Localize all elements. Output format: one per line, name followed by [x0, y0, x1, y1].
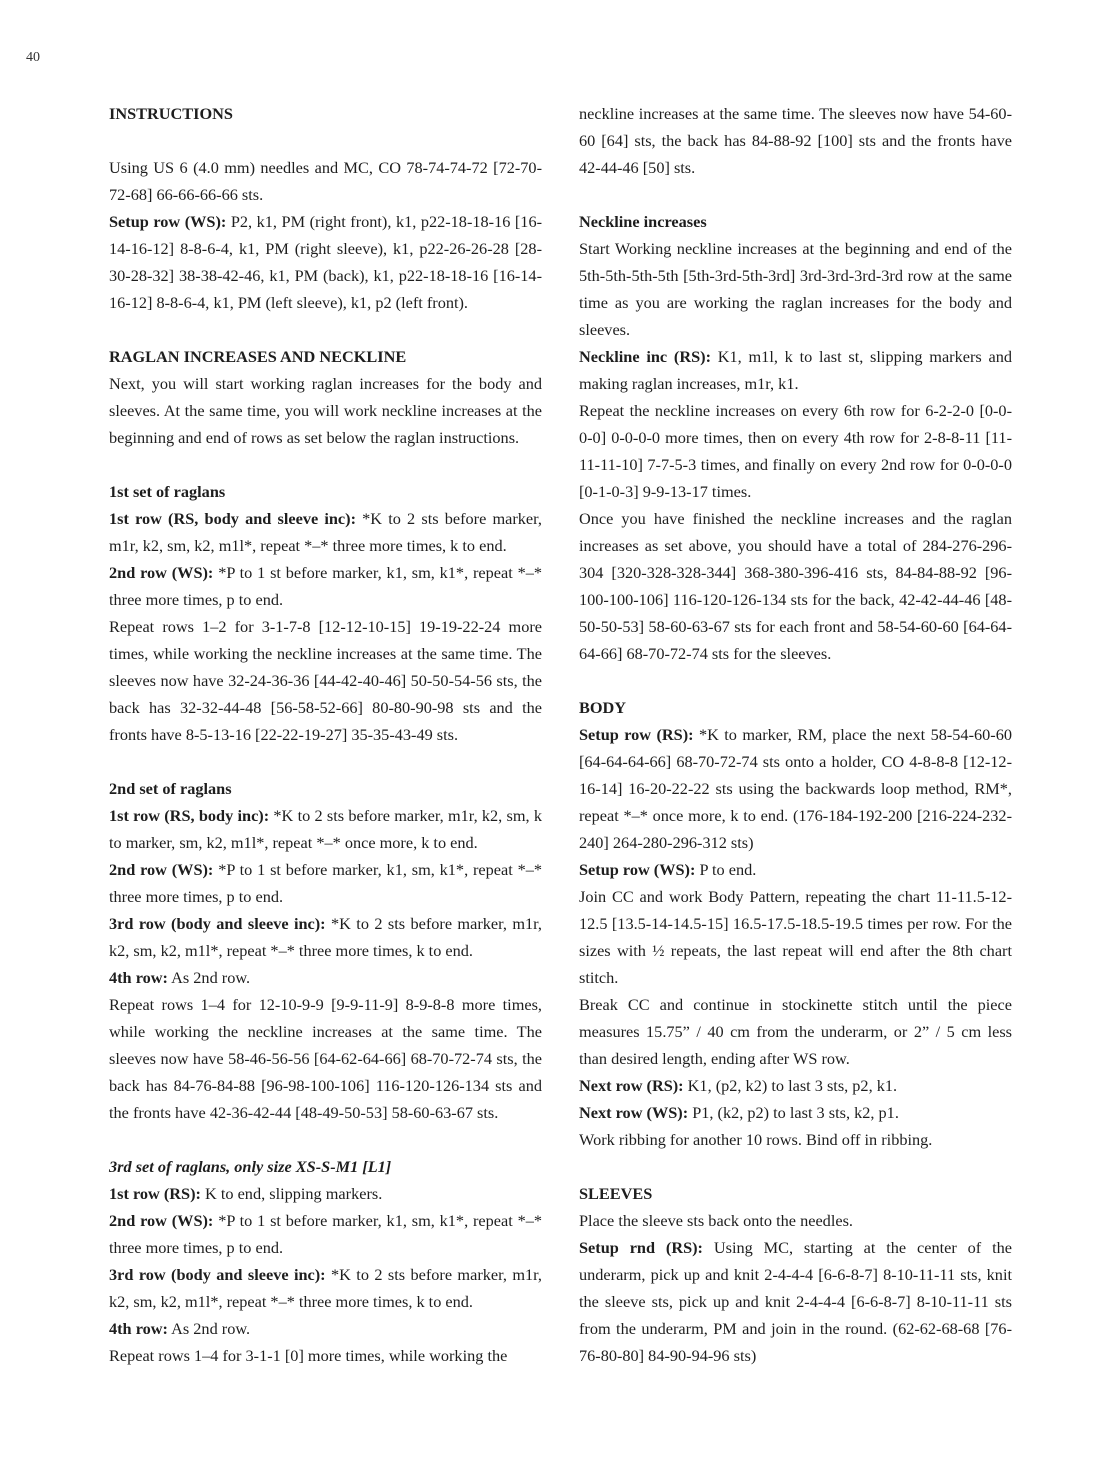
set1-heading: 1st set of raglans: [109, 482, 226, 501]
neckline-intro: Start Working neckline increases at the beginning and end of the 5th-5th-5th-5th [5th-3rd-5th-3rd] 3rd-3rd-3rd-3rd row at the same time as you are working the raglan increases for the body and sleeves.: [579, 239, 1012, 339]
set3-repeat: Repeat rows 1–4 for 3-1-1 [0] more times, while working the: [109, 1346, 508, 1365]
next-row-ws-label: Next row (WS):: [579, 1103, 689, 1122]
instructions-heading: INSTRUCTIONS: [109, 104, 233, 123]
set2-row3: [109, 910, 542, 964]
set3-row1-label: 1st row (RS):: [109, 1184, 201, 1203]
set3-row2: [109, 1207, 542, 1261]
set3-row3-label: 3rd row (body and sleeve inc):: [109, 1265, 326, 1284]
page-number: 40: [26, 50, 40, 65]
set2-row1-text: *K to 2 sts before marker, m1r, k2, sm, k to marker, sm, k2, m1l*, repeat *–* once more, k to end.: [109, 806, 542, 852]
set1-repeat: Repeat rows 1–2 for 3-1-7-8 [12-12-10-15] 19-19-22-24 more times, while working the neckline increases at the same time. The sleeves now have 32-24-36-36 [44-42-40-46] 50-50-54-56 sts, the back has 32-32-44-48 [56-58-52-66] 80-80-90-98 sts and the fronts have 8-5-13-16 [22-22-19-27] 35-35-43-49 sts.: [109, 617, 542, 744]
join-cc-text: Join CC and work Body Pattern, repeating the chart 11-11.5-12-12.5 [13.5-14-14.5-15] 16.5-17.5-18.5-19.5 times per row. For the sizes with ½ repeats, the last repeat will end after the 8th chart stitch.: [579, 887, 1012, 987]
break-cc-text: Break CC and continue in stockinette stitch until the piece measures 15.75” / 40 cm from the underarm, or 2” / 5 cm less than desired length, ending after WS row.: [579, 995, 1012, 1068]
sleeves-intro: Place the sleeve sts back onto the needles.: [579, 1211, 853, 1230]
body-setup-rs: [579, 721, 1012, 856]
body-setup-ws-text: P to end.: [695, 860, 757, 879]
body-setup-rs-label: Setup row (RS):: [579, 725, 694, 744]
set2-repeat: Repeat rows 1–4 for 12-10-9-9 [9-9-11-9] 8-9-8-8 more times, while working the neckline increases at the same time. The sleeves now have 58-46-56-56 [64-62-64-66] 68-70-72-74 sts, the back has 84-76-84-88 [96-98-100-106] 116-120-126-134 sts and the fronts have 42-36-42-44 [48-49-50-53] 58-60-63-67 sts.: [109, 995, 542, 1122]
set1-row2-text: *P to 1 st before marker, k1, sm, k1*, repeat *–* three more times, p to end.: [109, 563, 542, 609]
set3-row2-text: *P to 1 st before marker, k1, sm, k1*, repeat *–* three more times, p to end.: [109, 1211, 542, 1257]
set1-row1: [109, 505, 542, 559]
sleeves-setup-text: Using MC, starting at the center of the underarm, pick up and knit 2-4-4-4 [6-6-8-7] 8-10-11-11 sts, knit the sleeve sts, pick up and knit 2-4-4-4 [6-6-8-7] 8-10-11-11 sts from the underarm, PM and join in the round. (62-62-68-68 [76-76-80-80] 84-90-94-96 sts): [579, 1238, 1012, 1365]
next-row-ws-text: P1, (k2, p2) to last 3 sts, k2, p1.: [688, 1103, 899, 1122]
set2-row1: [109, 802, 542, 856]
neckline-heading: Neckline increases: [579, 212, 707, 231]
set2-row3-label: 3rd row (body and sleeve inc):: [109, 914, 326, 933]
set3-row4: [109, 1315, 542, 1342]
body-heading: BODY: [579, 698, 627, 717]
body-setup-ws: [579, 856, 1012, 883]
set3-row2-label: 2nd row (WS):: [109, 1211, 214, 1230]
raglan-heading: RAGLAN INCREASES AND NECKLINE: [109, 347, 407, 366]
setup-row-text: P2, k1, PM (right front), k1, p22-18-18-16 [16-14-16-12] 8-8-6-4, k1, PM (right sleeve), k1, p22-26-26-28 [28-30-28-32] 38-38-42-46, k1, PM (back), k1, p22-18-18-16 [16-14-16-12] 8-8-6-4, k1, PM (left sleeve), k1, p2 (left front).: [109, 212, 543, 312]
set2-row2: [109, 856, 542, 910]
next-row-rs: [579, 1072, 1012, 1099]
continued-text: neckline increases at the same time. The sleeves now have 54-60-60 [64] sts, the back has 84-88-92 [100] sts and the fronts have 42-44-46 [50] sts.: [579, 104, 1012, 177]
sleeves-setup-label: Setup rnd (RS):: [579, 1238, 703, 1257]
setup-row-paragraph: [109, 208, 542, 316]
left-column: [109, 100, 542, 1369]
set3-row3: [109, 1261, 542, 1315]
ribbing-text: Work ribbing for another 10 rows. Bind off in ribbing.: [579, 1130, 933, 1149]
sleeves-heading: SLEEVES: [579, 1184, 653, 1203]
set3-row1-text: K to end, slipping markers.: [200, 1184, 383, 1203]
set2-row4-text: As 2nd row.: [167, 968, 251, 987]
set1-row2: [109, 559, 542, 613]
body-setup-rs-text: *K to marker, RM, place the next 58-54-60-60 [64-64-64-66] 68-70-72-74 sts onto a holder, CO 4-8-8-8 [12-12-16-14] 16-20-22-22 sts using the backwards loop method, RM*, repeat *–* once more, k to end. (176-184-192-200 [216-224-232-240] 264-280-296-312 sts): [579, 725, 1012, 852]
next-row-rs-label: Next row (RS):: [579, 1076, 684, 1095]
set3-row4-label: 4th row:: [109, 1319, 168, 1338]
set2-heading: 2nd set of raglans: [109, 779, 232, 798]
set3-heading: 3rd set of raglans, only size XS-S-M1 [L1]: [109, 1157, 392, 1176]
cast-on-text: Using US 6 (4.0 mm) needles and MC, CO 78-74-74-72 [72-70-72-68] 66-66-66-66 sts.: [109, 158, 542, 204]
set2-row4-label: 4th row:: [109, 968, 168, 987]
neckline-inc-label: Neckline inc (RS):: [579, 347, 712, 366]
set1-row1-label: 1st row (RS, body and sleeve inc):: [109, 509, 356, 528]
set3-row4-text: As 2nd row.: [167, 1319, 251, 1338]
next-row-rs-text: K1, (p2, k2) to last 3 sts, p2, k1.: [683, 1076, 898, 1095]
body-setup-ws-label: Setup row (WS):: [579, 860, 696, 879]
set2-row2-label: 2nd row (WS):: [109, 860, 214, 879]
right-column: [579, 100, 1012, 1369]
set2-row3-text: *K to 2 sts before marker, m1r, k2, sm, k2, m1l*, repeat *–* three more times, k to end.: [109, 914, 542, 960]
set1-row2-label: 2nd row (WS):: [109, 563, 214, 582]
finished-totals: Once you have finished the neckline increases and the raglan increases as set above, you should have a total of 284-276-296-304 [320-328-328-344] 368-380-396-416 sts, 84-84-88-92 [96-100-100-106] 116-120-126-134 sts for the back, 42-42-44-46 [48-50-50-53] 58-60-63-67 sts for each front and 58-54-60-60 [64-64-64-66] 68-70-72-74 sts for the sleeves.: [579, 509, 1012, 663]
set1-row1-text: *K to 2 sts before marker, m1r, k2, sm, k2, m1l*, repeat *–* three more times, k to end.: [109, 509, 542, 555]
neckline-inc-row: [579, 343, 1012, 397]
setup-row-label: Setup row (WS):: [109, 212, 227, 231]
neckline-inc-text: K1, m1l, k to last st, slipping markers and making raglan increases, m1r, k1.: [579, 347, 1012, 393]
raglan-intro: Next, you will start working raglan increases for the body and sleeves. At the same time, you will work neckline increases at the beginning and end of rows as set below the raglan instructions.: [109, 374, 542, 447]
set3-row1: [109, 1180, 542, 1207]
set2-row4: [109, 964, 542, 991]
next-row-ws: [579, 1099, 1012, 1126]
sleeves-setup: [579, 1234, 1012, 1369]
neckline-repeat: Repeat the neckline increases on every 6th row for 6-2-2-0 [0-0-0-0] 0-0-0-0 more times, then on every 4th row for 2-8-8-11 [11-11-11-10] 7-7-5-3 times, and finally on every 2nd row for 0-0-0-0 [0-1-0-3] 9-9-13-17 times.: [579, 401, 1012, 501]
set2-row1-label: 1st row (RS, body inc):: [109, 806, 270, 825]
set3-row3-text: *K to 2 sts before marker, m1r, k2, sm, k2, m1l*, repeat *–* three more times, k to end.: [109, 1265, 542, 1311]
set2-row2-text: *P to 1 st before marker, k1, sm, k1*, repeat *–* three more times, p to end.: [109, 860, 542, 906]
